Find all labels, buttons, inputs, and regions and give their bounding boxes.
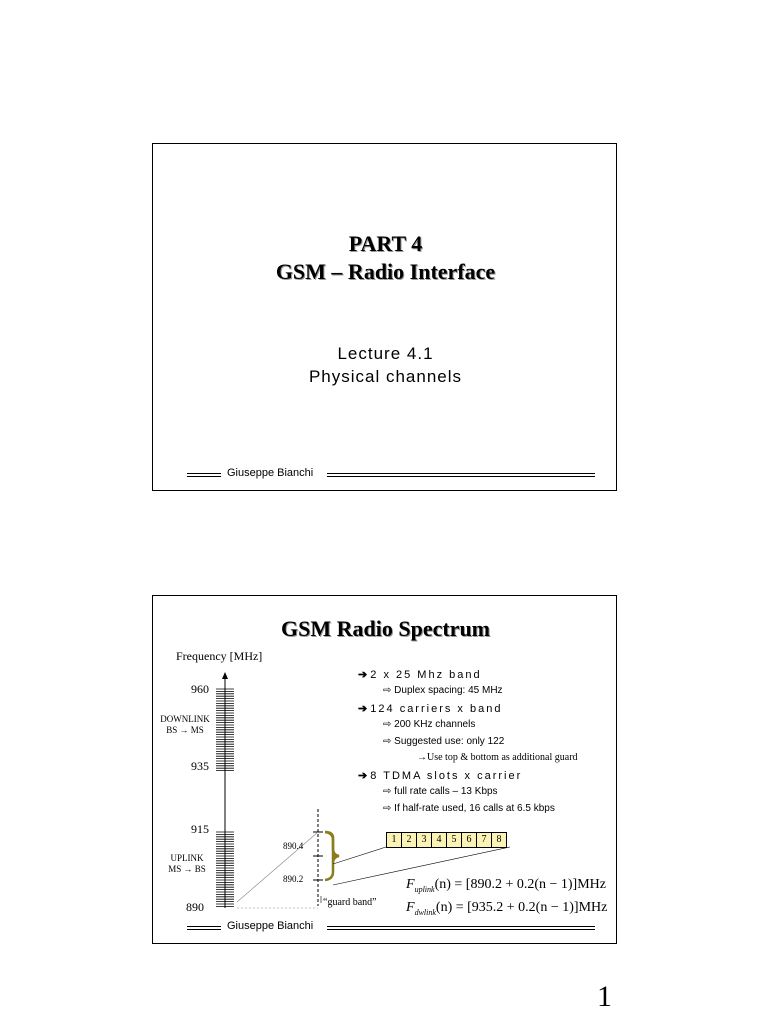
zoom-label-890-4: 890.4: [283, 841, 304, 851]
bullet-fullrate-text: full rate calls – 13 Kbps: [394, 786, 498, 797]
slide-title: GSM Radio Spectrum: [281, 616, 490, 641]
slide-gsm-radio-spectrum: [152, 595, 617, 944]
tdma-slot-strip: [386, 832, 507, 848]
zoom-label-890-2: 890.2: [283, 874, 304, 884]
right-arrow-icon: →: [417, 752, 427, 763]
footer-rule-right: [327, 926, 595, 930]
bullet-channels-text: 200 KHz channels: [394, 719, 476, 730]
arrow-icon: ➔: [358, 703, 371, 715]
tick-label-890: 890: [186, 900, 204, 914]
bullet-channels: [383, 719, 475, 730]
bullet-tdma-text: 8 TDMA slots x carrier: [370, 770, 523, 782]
bullet-suggested: [383, 736, 504, 747]
arrow-icon: ➔: [358, 669, 371, 681]
downlink-text: DOWNLINK: [160, 714, 210, 724]
tdma-slot: 4: [431, 833, 446, 847]
formula-downlink-sub: dwlink: [414, 907, 436, 917]
downlink-direction: BS → MS: [166, 725, 204, 735]
footer-rule-left: [187, 926, 221, 930]
arrow-icon: ➔: [358, 770, 371, 782]
tdma-slot: 7: [476, 833, 491, 847]
formula-uplink-symbol: F: [406, 877, 415, 892]
bullet-carriers-text: 124 carriers x band: [370, 703, 503, 715]
tdma-slot: 6: [461, 833, 476, 847]
slot-connector-left: [333, 847, 386, 864]
footer-rule-right: [327, 473, 595, 477]
tdma-slot: 8: [491, 833, 506, 847]
footer-author: Giuseppe Bianchi: [227, 467, 314, 479]
hollow-arrow-icon: ⇨: [383, 685, 395, 696]
connector-diagonal: [237, 832, 318, 902]
bullet-fullrate: [383, 786, 498, 797]
lecture-number: Lecture 4.1: [337, 344, 434, 363]
uplink-direction: MS → BS: [168, 864, 206, 874]
bullet-suggested-text: Suggested use: only 122: [394, 736, 505, 747]
guard-band-label: “guard band”: [323, 897, 377, 908]
page-number: 1: [597, 980, 612, 1013]
uplink-label: [159, 853, 215, 875]
formula-uplink-expression: (n) = [890.2 + 0.2(n − 1)]MHz: [434, 877, 606, 892]
hollow-arrow-icon: ⇨: [383, 786, 395, 797]
tdma-slot: 3: [416, 833, 431, 847]
bullet-carriers: [358, 702, 502, 715]
bullet-band-text: 2 x 25 Mhz band: [370, 669, 482, 681]
lecture-topic: Physical channels: [308, 367, 463, 386]
tdma-slot: 5: [446, 833, 461, 847]
tick-label-960: 960: [191, 682, 209, 696]
bullet-guard-text: Use top & bottom as additional guard: [427, 752, 578, 763]
formula-downlink-symbol: F: [406, 900, 415, 915]
bullet-halfrate-text: If half-rate used, 16 calls at 6.5 kbps: [394, 803, 555, 814]
formula-downlink: [406, 900, 607, 917]
hollow-arrow-icon: ⇨: [383, 736, 395, 747]
tick-label-915: 915: [191, 822, 209, 836]
part-subtitle: GSM – Radio Interface: [275, 259, 496, 284]
part-title: PART 4: [348, 231, 423, 256]
tick-label-935: 935: [191, 759, 209, 773]
bullet-duplex: [383, 685, 503, 696]
downlink-ticks: [216, 689, 234, 771]
footer-author: Giuseppe Bianchi: [227, 920, 314, 932]
tdma-slot: 1: [391, 834, 397, 845]
bullet-guard: [417, 752, 578, 763]
axis-arrowhead: [222, 672, 228, 679]
footer-rule-left: [187, 473, 221, 477]
bullet-halfrate: [383, 803, 555, 814]
bullet-band: [358, 668, 482, 681]
tdma-slot: 2: [401, 833, 416, 847]
downlink-label: [155, 714, 215, 736]
bullet-duplex-text: Duplex spacing: 45 MHz: [394, 685, 503, 696]
formula-uplink-sub: uplink: [414, 884, 435, 894]
formula-downlink-expression: (n) = [935.2 + 0.2(n − 1)]MHz: [435, 900, 608, 915]
axis-title: Frequency [MHz]: [176, 649, 263, 663]
formula-uplink: [406, 877, 606, 894]
hollow-arrow-icon: ⇨: [383, 719, 395, 730]
slide-part4-title: [152, 143, 617, 491]
bullet-tdma: [358, 769, 522, 782]
hollow-arrow-icon: ⇨: [383, 803, 395, 814]
uplink-text: UPLINK: [170, 853, 204, 863]
